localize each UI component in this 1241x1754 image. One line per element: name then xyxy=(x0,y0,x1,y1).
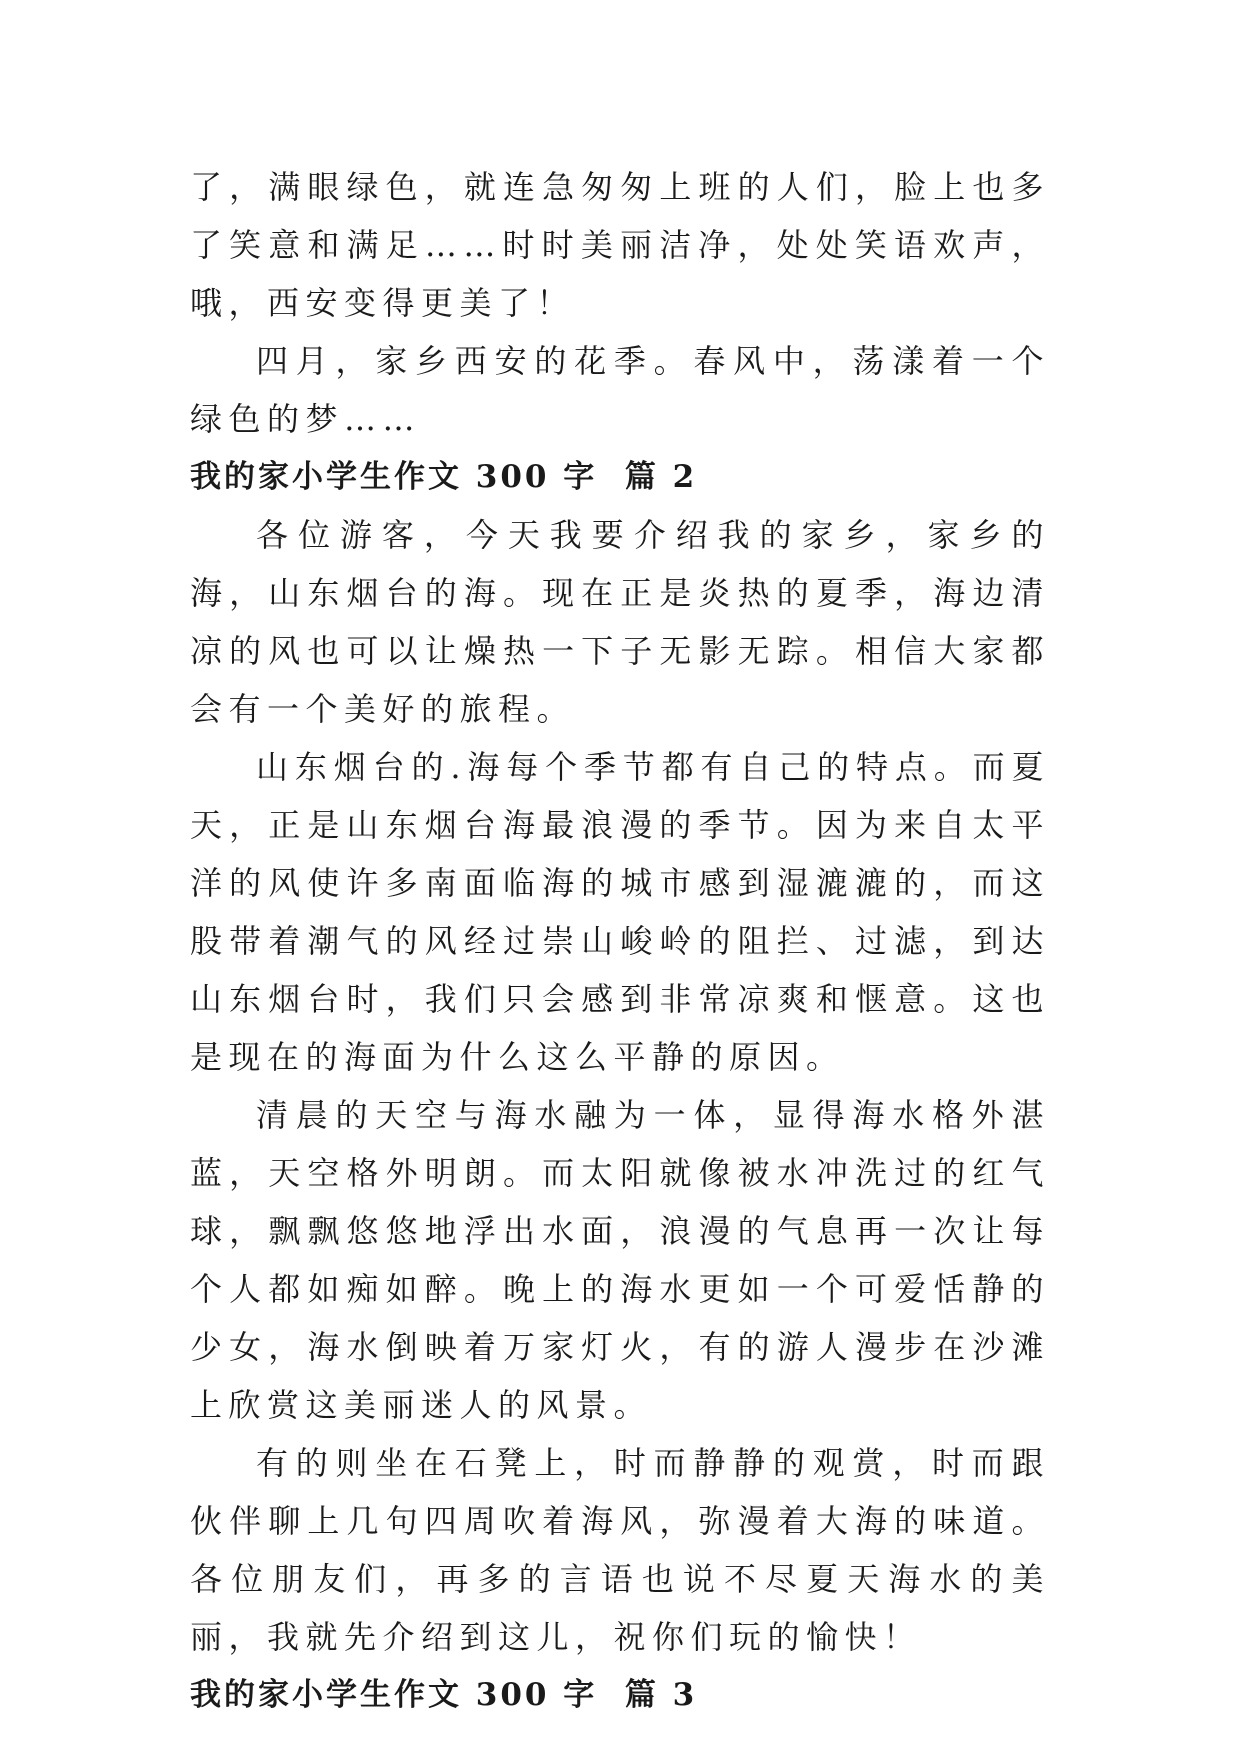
paragraph-morning-evening: 清晨的天空与海水融为一体，显得海水格外湛蓝，天空格外明朗。而太阳就像被水冲洗过的红气球，飘飘悠悠地浮出水面，浪漫的气息再一次让每个人都如痴如醉。晚上的海水更如一个可爱恬静的少女，海水倒映着万家灯火，有的游人漫步在沙滩上欣赏这美丽迷人的风景。 xyxy=(190,1096,1050,1424)
paragraph-spring-dream: 四月，家乡西安的花季。春风中，荡漾着一个绿色的梦…… xyxy=(190,342,1050,438)
essay-heading-3: 我的家小学生作文 300 字 篇 3 xyxy=(190,1677,698,1713)
paragraph-farewell: 有的则坐在石凳上，时而静静的观赏，时而跟伙伴聊上几句四周吹着海风，弥漫着大海的味道。各位朋友们，再多的言语也说不尽夏天海水的美丽，我就先介绍到这儿，祝你们玩的愉快！ xyxy=(190,1444,1050,1656)
paragraph-tourist-intro: 各位游客，今天我要介绍我的家乡，家乡的海，山东烟台的海。现在正是炎热的夏季，海边清凉的风也可以让燥热一下子无影无踪。相信大家都会有一个美好的旅程。 xyxy=(190,516,1050,728)
document-page xyxy=(190,158,1050,1724)
essay-heading-2: 我的家小学生作文 300 字 篇 2 xyxy=(190,459,698,495)
paragraph-seasons: 山东烟台的.海每个季节都有自己的特点。而夏天，正是山东烟台海最浪漫的季节。因为来自太平洋的风使许多南面临海的城市感到湿漉漉的，而这股带着潮气的风经过崇山峻岭的阻拦、过滤，到达山东烟台时，我们只会感到非常凉爽和惬意。这也是现在的海面为什么这么平静的原因。 xyxy=(190,748,1050,1076)
paragraph-continuation: 了，满眼绿色，就连急匆匆上班的人们，脸上也多了笑意和满足……时时美丽洁净，处处笑语欢声，哦，西安变得更美了！ xyxy=(190,168,1050,322)
